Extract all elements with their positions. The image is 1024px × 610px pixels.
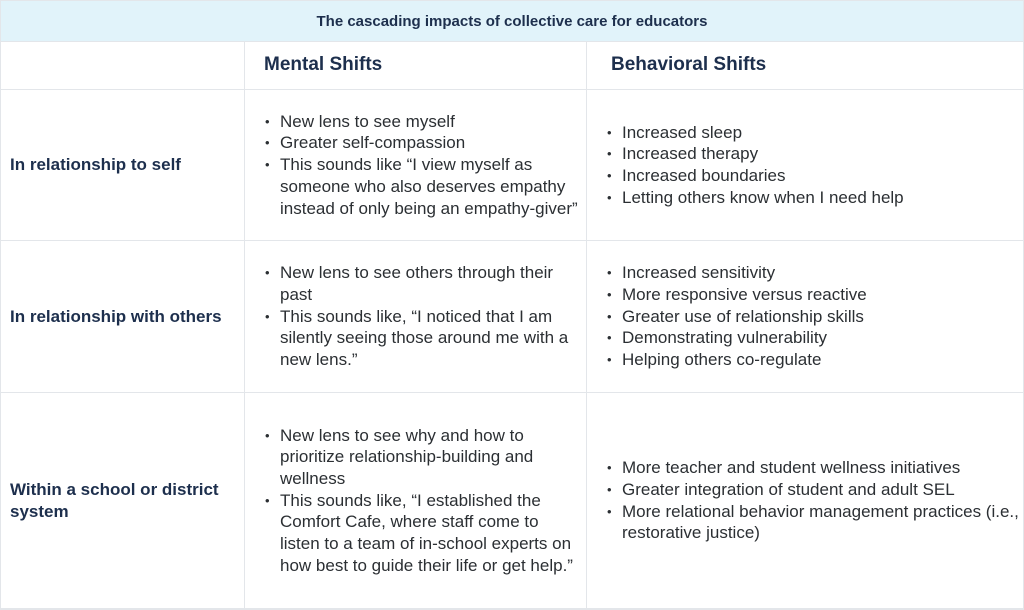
list-item: • New lens to see why and how to prioritize relationship-building and wellness [262,425,578,490]
mental-shifts-system [245,393,587,609]
behavioral-list-others [604,262,867,371]
list-item: • Increased sensitivity [604,262,867,284]
mental-list-system [262,425,578,577]
row-label-self: In relationship to self [1,90,245,241]
list-item: • This sounds like “I view myself as someone who also deserves empathy instead of only being an empathy-giver” [262,154,578,219]
mental-list-others [262,262,578,371]
header-empty-cell [1,41,245,90]
list-item: • Greater integration of student and adult SEL [604,479,1023,501]
behavioral-shifts-others [587,241,1023,393]
behavioral-shifts-self [587,90,1023,241]
row-label-system: Within a school or district system [1,393,245,609]
table-title: The cascading impacts of collective care for educators [1,1,1023,42]
list-item: • Demonstrating vulnerability [604,327,867,349]
list-item: • Greater self-compassion [262,132,578,154]
list-item: • New lens to see myself [262,111,578,133]
list-item: • More relational behavior management practices (i.e., restorative justice) [604,501,1023,544]
behavioral-list-self [604,122,904,209]
list-item: • Increased sleep [604,122,904,144]
mental-shifts-self [245,90,587,241]
list-item: • This sounds like, “I established the Comfort Cafe, where staff come to listen to a team of in-school experts on how best to guide their life or get help.” [262,490,578,577]
mental-list-self [262,111,578,220]
behavioral-shifts-system [587,393,1023,609]
mental-shifts-others [245,241,587,393]
list-item: • This sounds like, “I noticed that I am silently seeing those around me with a new lens.” [262,306,578,371]
list-item: • Letting others know when I need help [604,187,904,209]
row-label-others: In relationship with others [1,241,245,393]
list-item: • Increased therapy [604,143,904,165]
list-item: • More teacher and student wellness initiatives [604,457,1023,479]
list-item: • Increased boundaries [604,165,904,187]
behavioral-list-system [604,457,1023,544]
list-item: • More responsive versus reactive [604,284,867,306]
header-mental-shifts: Mental Shifts [245,41,587,90]
list-item: • Helping others co-regulate [604,349,867,371]
header-behavioral-shifts: Behavioral Shifts [587,41,1023,90]
list-item: • Greater use of relationship skills [604,306,867,328]
list-item: • New lens to see others through their past [262,262,578,305]
